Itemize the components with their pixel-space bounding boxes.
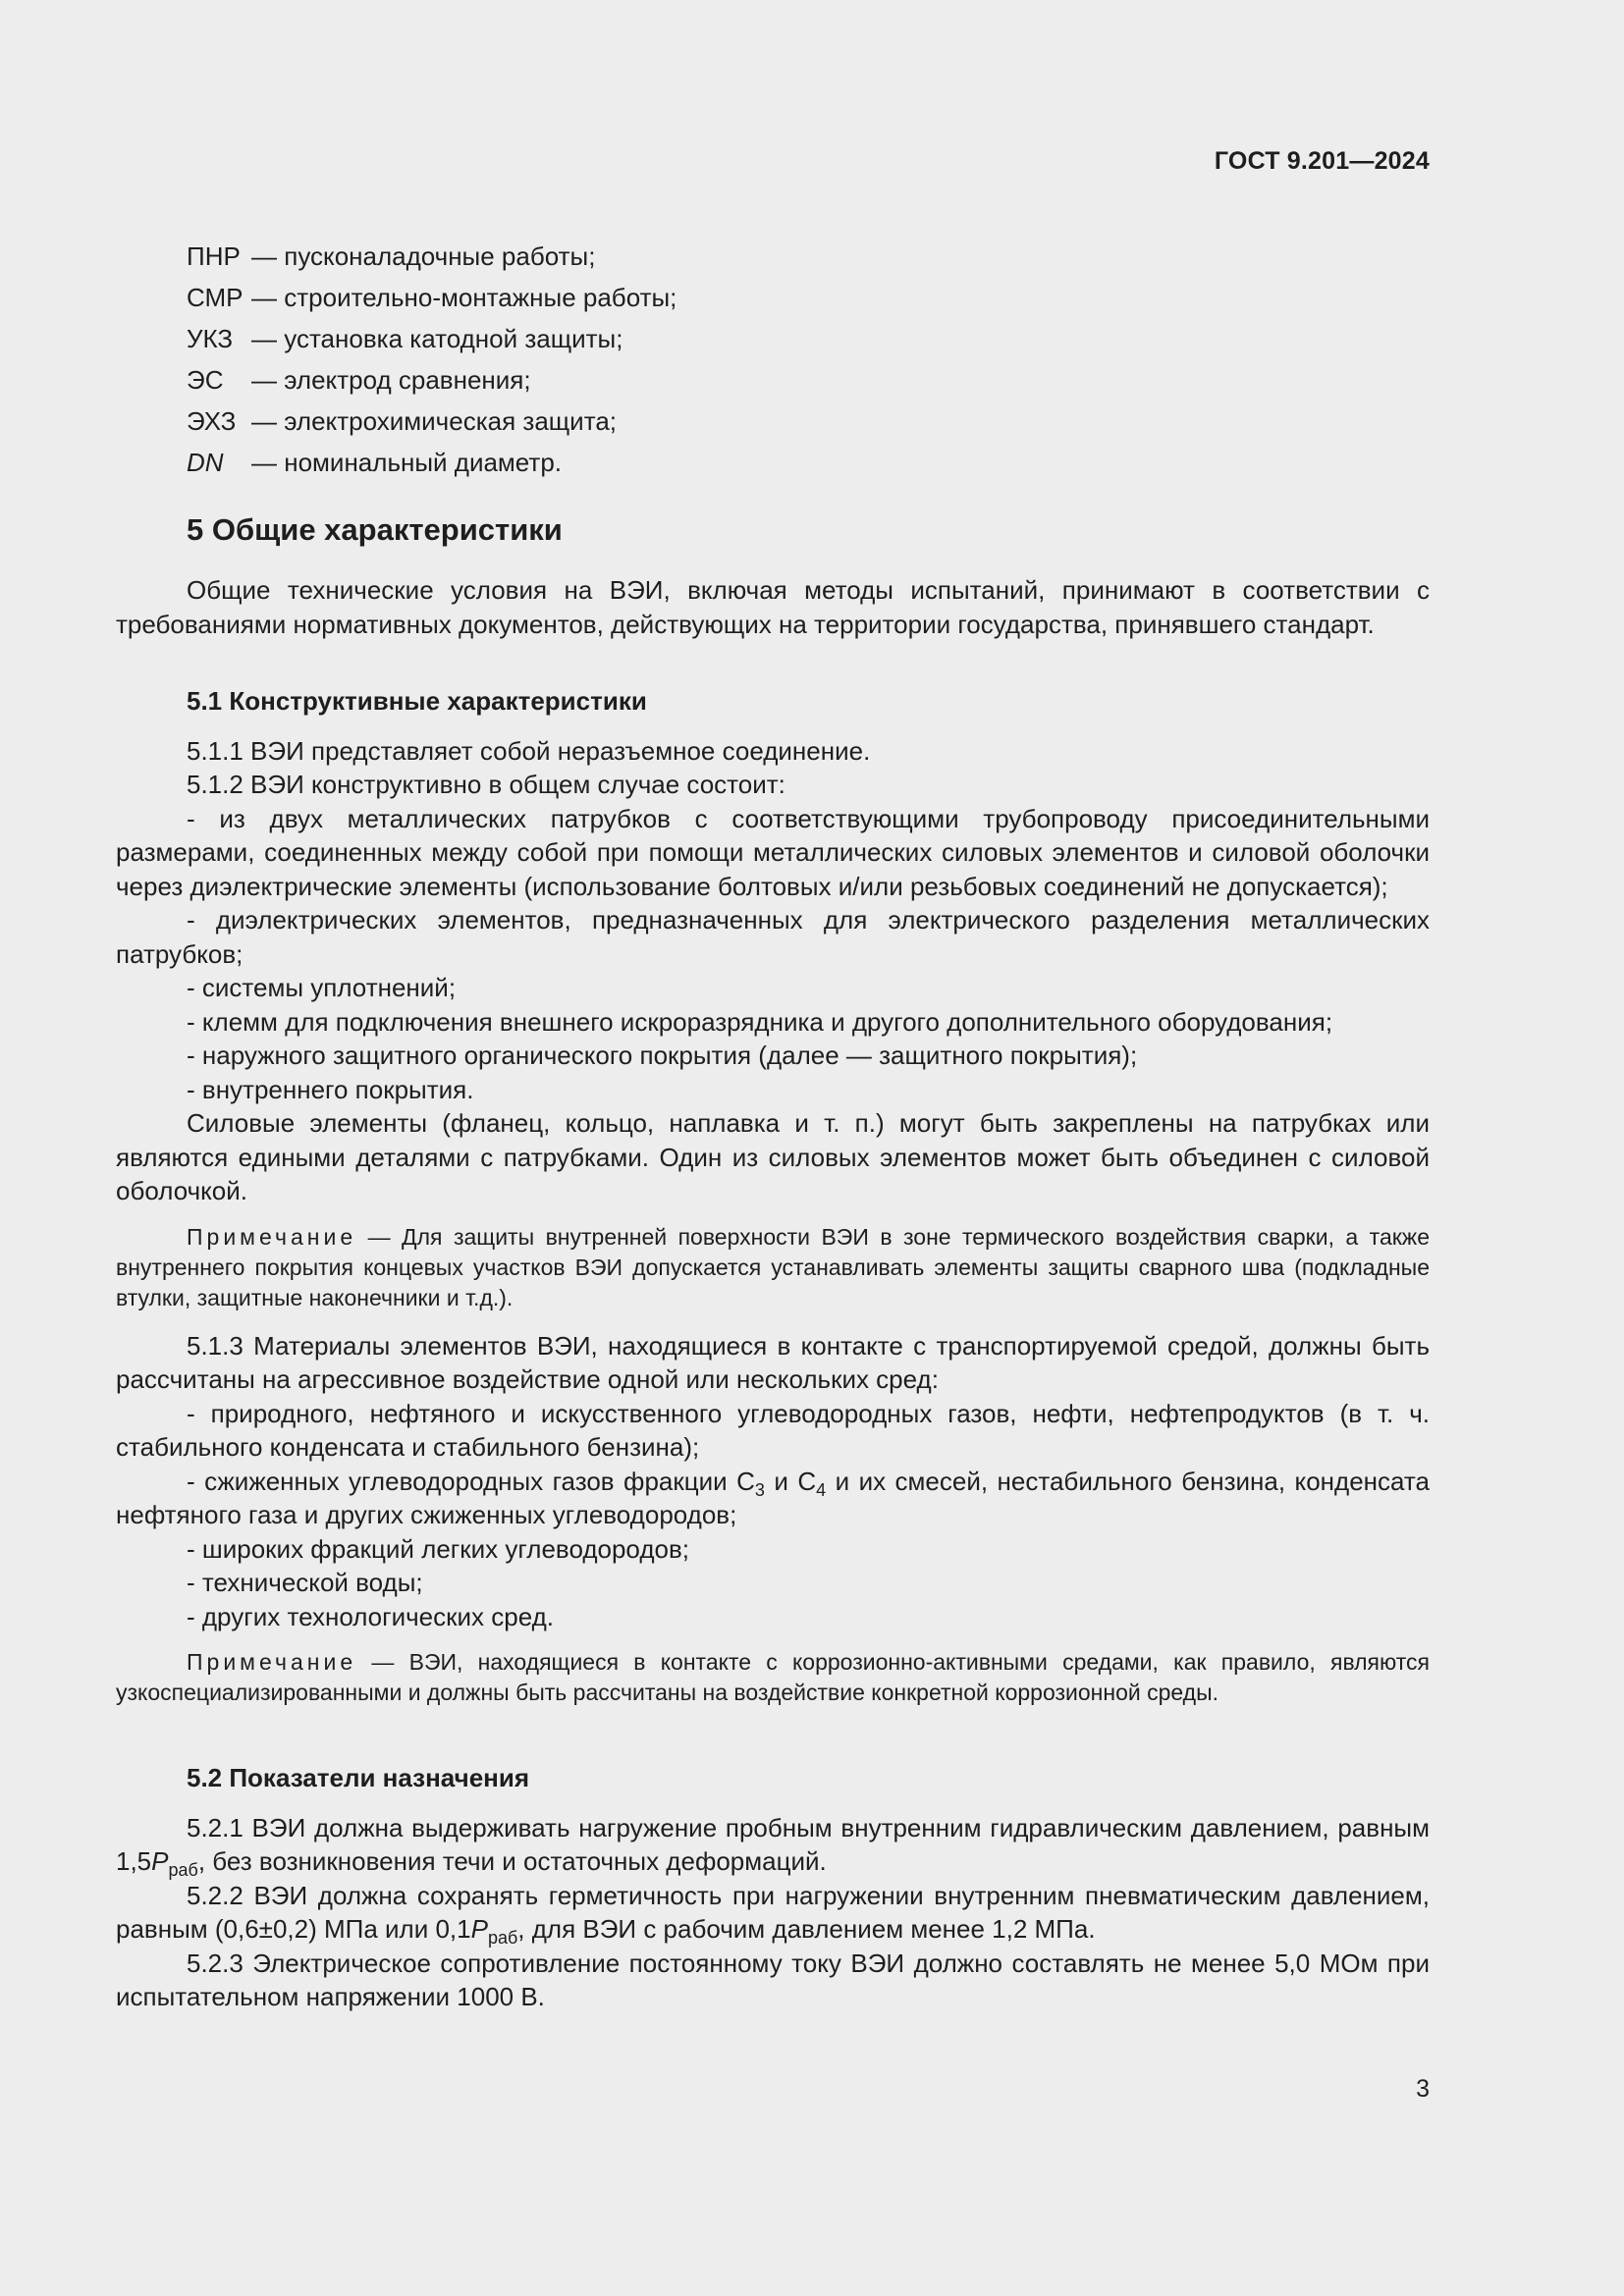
paragraph-5-2-2 bbox=[116, 1879, 1430, 1947]
abbreviation-item bbox=[187, 359, 677, 400]
abbreviation-term: ПНР bbox=[187, 241, 241, 271]
list-item: - других технологических сред. bbox=[187, 1601, 555, 1631]
paragraph-5-2-1 bbox=[116, 1811, 1430, 1879]
abbreviation-separator: — bbox=[251, 324, 277, 353]
list-item: - из двух металлических патрубков с соответствующими трубопроводу присоединительными размерами, соединенных между собой при помощи металлических силовых элементов и силовой оболочки через диэлектрические элементы (использование болтовых и/или резьбовых соединений не допускается); bbox=[116, 803, 1430, 901]
paragraph-text: 5.2.1 ВЭИ должна выдерживать нагружение пробным внутренним гидравлическим давлением, равным 1,5 bbox=[116, 1812, 1430, 1876]
section-5-intro: Общие технические условия на ВЭИ, включая методы испытаний, принимают в соответствии с требованиями нормативных документов, действующих на территории государства, принявшего стандарт. bbox=[116, 575, 1430, 639]
list-item: - клемм для подключения внешнего искроразрядника и другого дополнительного оборудования; bbox=[187, 1006, 1333, 1037]
abbreviation-term: ЭХЗ bbox=[187, 406, 237, 436]
note-1 bbox=[116, 1222, 1430, 1313]
paragraph-5-1-2: 5.1.2 ВЭИ конструктивно в общем случае состоит: bbox=[187, 770, 785, 799]
abbreviation-term: ЭС bbox=[187, 365, 224, 395]
abbreviation-item bbox=[187, 236, 677, 277]
abbreviation-item bbox=[187, 442, 677, 483]
note-label: Примечание bbox=[187, 1649, 357, 1675]
note-text: — ВЭИ, находящиеся в контакте с коррозионно-активными средами, как правило, являются узкоспециализированными и должны быть рассчитаны на воздействие конкретной коррозионной среды. bbox=[116, 1649, 1430, 1705]
list-item: - системы уплотнений; bbox=[187, 973, 457, 1002]
abbreviation-definition: номинальный диаметр. bbox=[284, 448, 562, 477]
abbreviation-separator: — bbox=[251, 241, 277, 271]
subscript: раб bbox=[168, 1860, 198, 1880]
list-item: - диэлектрических элементов, предназначенных для электрического разделения металлических патрубков; bbox=[116, 905, 1430, 969]
list-item: - природного, нефтяного и искусственного углеводородных газов, нефти, нефтепродуктов (в т. ч. стабильного конденсата и стабильного бензина); bbox=[116, 1398, 1430, 1462]
symbol-P: P bbox=[470, 1914, 488, 1944]
section-5-2-heading: 5.2 Показатели назначения bbox=[187, 1763, 530, 1792]
subscript: раб bbox=[487, 1928, 518, 1948]
list-item-text: - сжиженных углеводородных газов фракции С bbox=[187, 1466, 755, 1496]
paragraph-text: , без возникновения течи и остаточных деформаций. bbox=[197, 1846, 827, 1876]
paragraph-text: 5.2.2 ВЭИ должна сохранять герметичность при нагружении внутренним пневматическим давлением, равным (0,6±0,2) МПа или 0,1 bbox=[116, 1880, 1430, 1944]
abbreviation-separator: — bbox=[251, 283, 277, 312]
abbreviation-term: УКЗ bbox=[187, 324, 234, 353]
list-item: - наружного защитного органического покрытия (далее — защитного покрытия); bbox=[187, 1041, 1138, 1070]
abbreviation-item bbox=[187, 400, 677, 442]
abbreviation-item bbox=[187, 318, 677, 359]
list-item: - широких фракций легких углеводородов; bbox=[187, 1533, 689, 1564]
abbreviation-definition: электрод сравнения; bbox=[284, 365, 531, 395]
symbol-P: P bbox=[151, 1846, 169, 1876]
abbreviation-definition: пусконаладочные работы; bbox=[284, 241, 596, 271]
section-5-heading: 5 Общие характеристики bbox=[187, 512, 563, 547]
note-label: Примечание bbox=[187, 1223, 357, 1250]
note-text: — Для защиты внутренней поверхности ВЭИ в зоне термического воздействия сварки, а также внутреннего покрытия концевых участков ВЭИ допускается устанавливать элементы защиты сварного шва (подкладные втулки, защитные наконечники и т.д.). bbox=[116, 1223, 1430, 1310]
paragraph-force-elements: Силовые элементы (фланец, кольцо, наплавка и т. п.) могут быть закреплены на патрубках или являются едиными деталями с патрубками. Один из силовых элементов может быть объединен с силовой оболочкой. bbox=[116, 1108, 1430, 1205]
subscript: 3 bbox=[754, 1479, 765, 1500]
list-item: - технической воды; bbox=[187, 1568, 423, 1597]
subscript: 4 bbox=[816, 1479, 827, 1500]
list-item-text: и С bbox=[764, 1466, 817, 1496]
abbreviation-separator: — bbox=[251, 365, 277, 395]
abbreviation-list bbox=[187, 236, 677, 483]
note-2 bbox=[116, 1647, 1430, 1708]
paragraph-5-1-1: 5.1.1 ВЭИ представляет собой неразъемное соединение. bbox=[187, 735, 871, 766]
paragraph-5-1-3: 5.1.3 Материалы элементов ВЭИ, находящиеся в контакте с транспортируемой средой, должны быть рассчитаны на агрессивное воздействие одной или нескольких сред: bbox=[116, 1330, 1430, 1394]
list-item bbox=[116, 1465, 1430, 1532]
paragraph-5-2-3: 5.2.3 Электрическое сопротивление постоянному току ВЭИ должно составлять не менее 5,0 МОм при испытательном напряжении 1000 В. bbox=[116, 1948, 1430, 2011]
paragraph-text: , для ВЭИ с рабочим давлением менее 1,2 МПа. bbox=[517, 1914, 1096, 1944]
abbreviation-definition: электрохимическая защита; bbox=[284, 406, 617, 436]
abbreviation-definition: строительно-монтажные работы; bbox=[284, 283, 677, 312]
abbreviation-term: СМР bbox=[187, 283, 244, 312]
list-item-text: и их смесей, нестабильного бензина, конденсата нефтяного газа и других сжиженных углеводородов; bbox=[116, 1466, 1430, 1529]
list-item: - внутреннего покрытия. bbox=[187, 1074, 474, 1104]
document-body bbox=[116, 510, 1430, 2014]
abbreviation-separator: — bbox=[251, 448, 277, 477]
section-5-1-heading: 5.1 Конструктивные характеристики bbox=[187, 686, 647, 716]
abbreviation-separator: — bbox=[251, 406, 277, 436]
abbreviation-term: DN bbox=[187, 448, 224, 477]
page-number: 3 bbox=[1416, 2075, 1430, 2103]
document-code: ГОСТ 9.201—2024 bbox=[1214, 147, 1430, 175]
abbreviation-item bbox=[187, 277, 677, 318]
abbreviation-definition: установка катодной защиты; bbox=[284, 324, 623, 353]
